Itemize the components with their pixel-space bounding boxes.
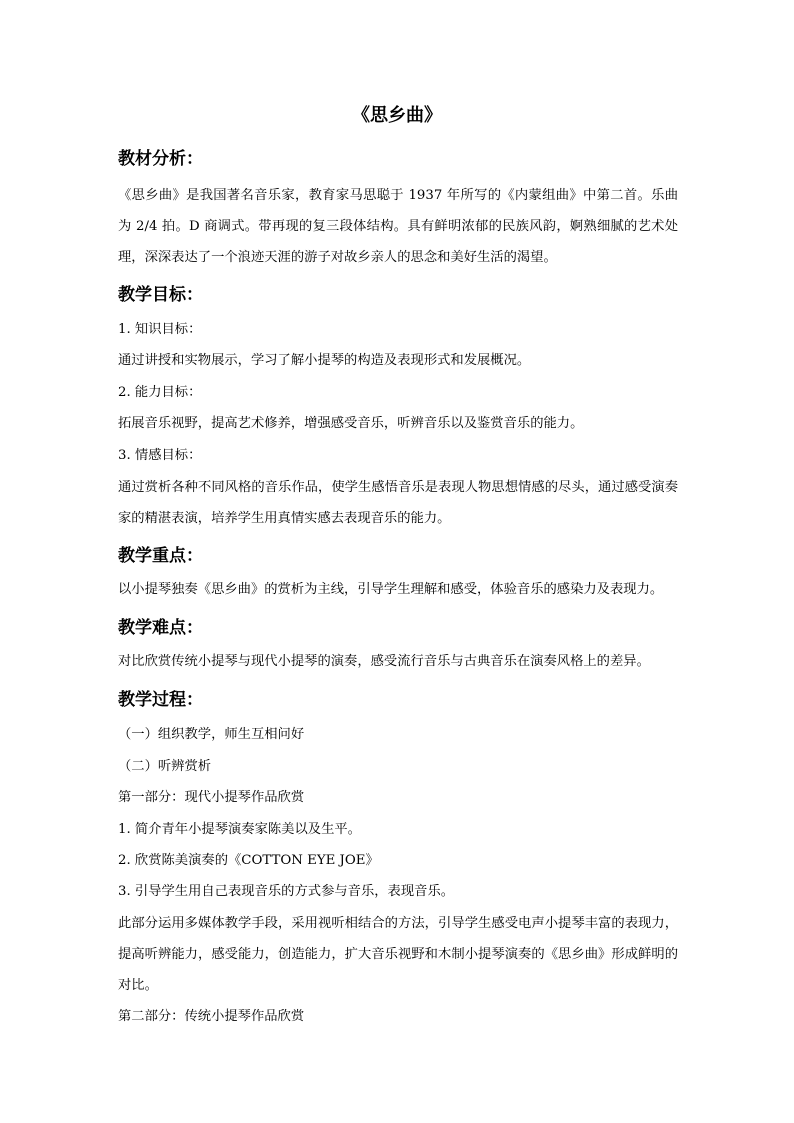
process-item-3: 3. 引导学生用自己表现音乐的方式参与音乐，表现音乐。 xyxy=(118,884,455,899)
goal-ability-text: 拓展音乐视野，提高艺术修养，增强感受音乐，听辨音乐以及鉴赏音乐的能力。 xyxy=(118,416,584,431)
heading-process: 教学过程： xyxy=(118,690,203,710)
heading-key: 教学重点： xyxy=(118,546,203,566)
key-text: 以小提琴独奏《思乡曲》的赏析为主线，引导学生理解和感受，体验音乐的感染力及表现力。 xyxy=(118,582,664,597)
heading-analysis: 教材分析： xyxy=(118,149,203,169)
process-part-2: 第二部分：传统小提琴作品欣赏 xyxy=(118,1009,305,1024)
goal-knowledge-text: 通过讲授和实物展示，学习了解小提琴的构造及表现形式和发展概况。 xyxy=(118,353,531,368)
document-title: 《思乡曲》 xyxy=(352,105,442,126)
heading-difficulty: 教学难点： xyxy=(118,618,203,638)
analysis-text: 《思乡曲》是我国著名音乐家，教育家马思聪于 1937 年所写的《内蒙组曲》中第二首。乐曲为 2/4 拍。D 商调式。带再现的复三段体结构。具有鲜明浓郁的民族风韵，婀熟细腻的艺术处理，深深表达了一个浪迹天涯的游子对故乡亲人的思念和美好生活的渴望。 xyxy=(118,188,678,265)
goal-emotion-text: 通过赏析各种不同风格的音乐作品，使学生感悟音乐是表现人物思想情感的尽头，通过感受演奏家的精湛表演，培养学生用真情实感去表现音乐的能力。 xyxy=(118,480,678,526)
goal-emotion-label: 3. 情感目标： xyxy=(118,448,202,463)
difficulty-text: 对比欣赏传统小提琴与现代小提琴的演奏，感受流行音乐与古典音乐在演奏风格上的差异。 xyxy=(118,654,650,669)
process-step-2: （二）听辨赏析 xyxy=(118,759,212,774)
process-summary: 此部分运用多媒体教学手段，采用视听相结合的方法，引导学生感受电声小提琴丰富的表现力，提高听辨能力，感受能力，创造能力，扩大音乐视野和木制小提琴演奏的《思乡曲》形成鲜明的对比。 xyxy=(118,916,678,993)
goal-ability-label: 2. 能力目标： xyxy=(118,385,202,400)
heading-goals: 教学目标： xyxy=(118,285,203,305)
process-item-1: 1. 简介青年小提琴演奏家陈美以及生平。 xyxy=(118,822,361,837)
process-item-2: 2. 欣赏陈美演奏的《COTTON EYE JOE》 xyxy=(118,853,379,868)
process-step-1: （一）组织教学，师生互相问好 xyxy=(118,727,305,742)
goal-knowledge-label: 1. 知识目标： xyxy=(118,322,202,337)
process-part-1: 第一部分：现代小提琴作品欣赏 xyxy=(118,790,305,805)
